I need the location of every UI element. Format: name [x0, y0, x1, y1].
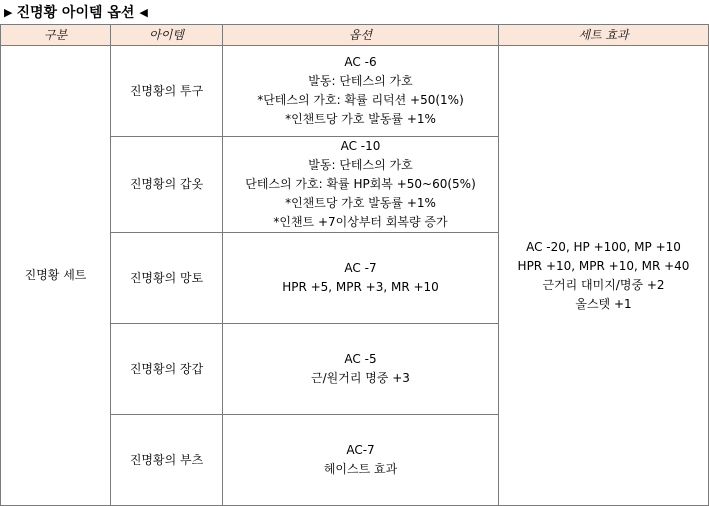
- option-line: 발동: 단테스의 가호: [308, 74, 413, 88]
- right-triangle-icon: ▶: [4, 5, 13, 19]
- set-effect-line: 근거리 대미지/명중 +2: [542, 277, 665, 292]
- option-line: 근/원거리 명중 +3: [311, 371, 410, 385]
- header-set-effect: 세트 효과: [499, 25, 709, 46]
- section-title-text: 진명황 아이템 옵션: [16, 5, 135, 21]
- item-option-cell: [223, 233, 499, 324]
- item-name-cell: 진명황의 부츠: [111, 415, 223, 506]
- option-line: *인챈트 +7이상부터 회복량 증가: [273, 215, 448, 229]
- item-name-cell: 진명황의 망토: [111, 233, 223, 324]
- item-options-table: [0, 24, 709, 506]
- option-line: *단테스의 가호: 확률 리덕션 +50(1%): [257, 93, 464, 107]
- set-effect-line: HPR +10, MPR +10, MR +40: [517, 258, 690, 273]
- table-header-row: [1, 25, 709, 46]
- option-line: 발동: 단테스의 가호: [308, 158, 413, 172]
- item-name-cell: 진명황의 갑옷: [111, 137, 223, 233]
- table-row: [1, 46, 709, 137]
- section-title: [4, 0, 148, 24]
- item-option-cell: [223, 46, 499, 137]
- item-option-cell: [223, 415, 499, 506]
- item-name-cell: 진명황의 장갑: [111, 324, 223, 415]
- item-option-cell: [223, 137, 499, 233]
- option-line: *인챈트당 가호 발동률 +1%: [285, 196, 436, 210]
- option-line: HPR +5, MPR +3, MR +10: [282, 280, 439, 294]
- header-item: 아이템: [111, 25, 223, 46]
- set-effect-line: AC -20, HP +100, MP +10: [526, 239, 681, 254]
- item-option-cell: [223, 324, 499, 415]
- header-option: 옵션: [223, 25, 499, 46]
- header-category: 구분: [1, 25, 111, 46]
- option-line: 헤이스트 효과: [323, 462, 398, 476]
- set-effect-cell: [499, 46, 709, 506]
- option-line: AC-7: [346, 443, 375, 457]
- set-name-cell: 진명황 세트: [1, 46, 111, 506]
- option-line: AC -10: [340, 139, 381, 153]
- option-line: *인챈트당 가호 발동률 +1%: [285, 112, 436, 126]
- item-name-cell: 진명황의 투구: [111, 46, 223, 137]
- option-line: AC -7: [344, 261, 377, 275]
- option-line: AC -5: [344, 352, 377, 366]
- set-effect-line: 올스텟 +1: [575, 296, 632, 311]
- left-triangle-icon: ◀: [139, 5, 148, 19]
- option-line: 단테스의 가호: 확률 HP회복 +50~60(5%): [245, 177, 476, 191]
- option-line: AC -6: [344, 55, 377, 69]
